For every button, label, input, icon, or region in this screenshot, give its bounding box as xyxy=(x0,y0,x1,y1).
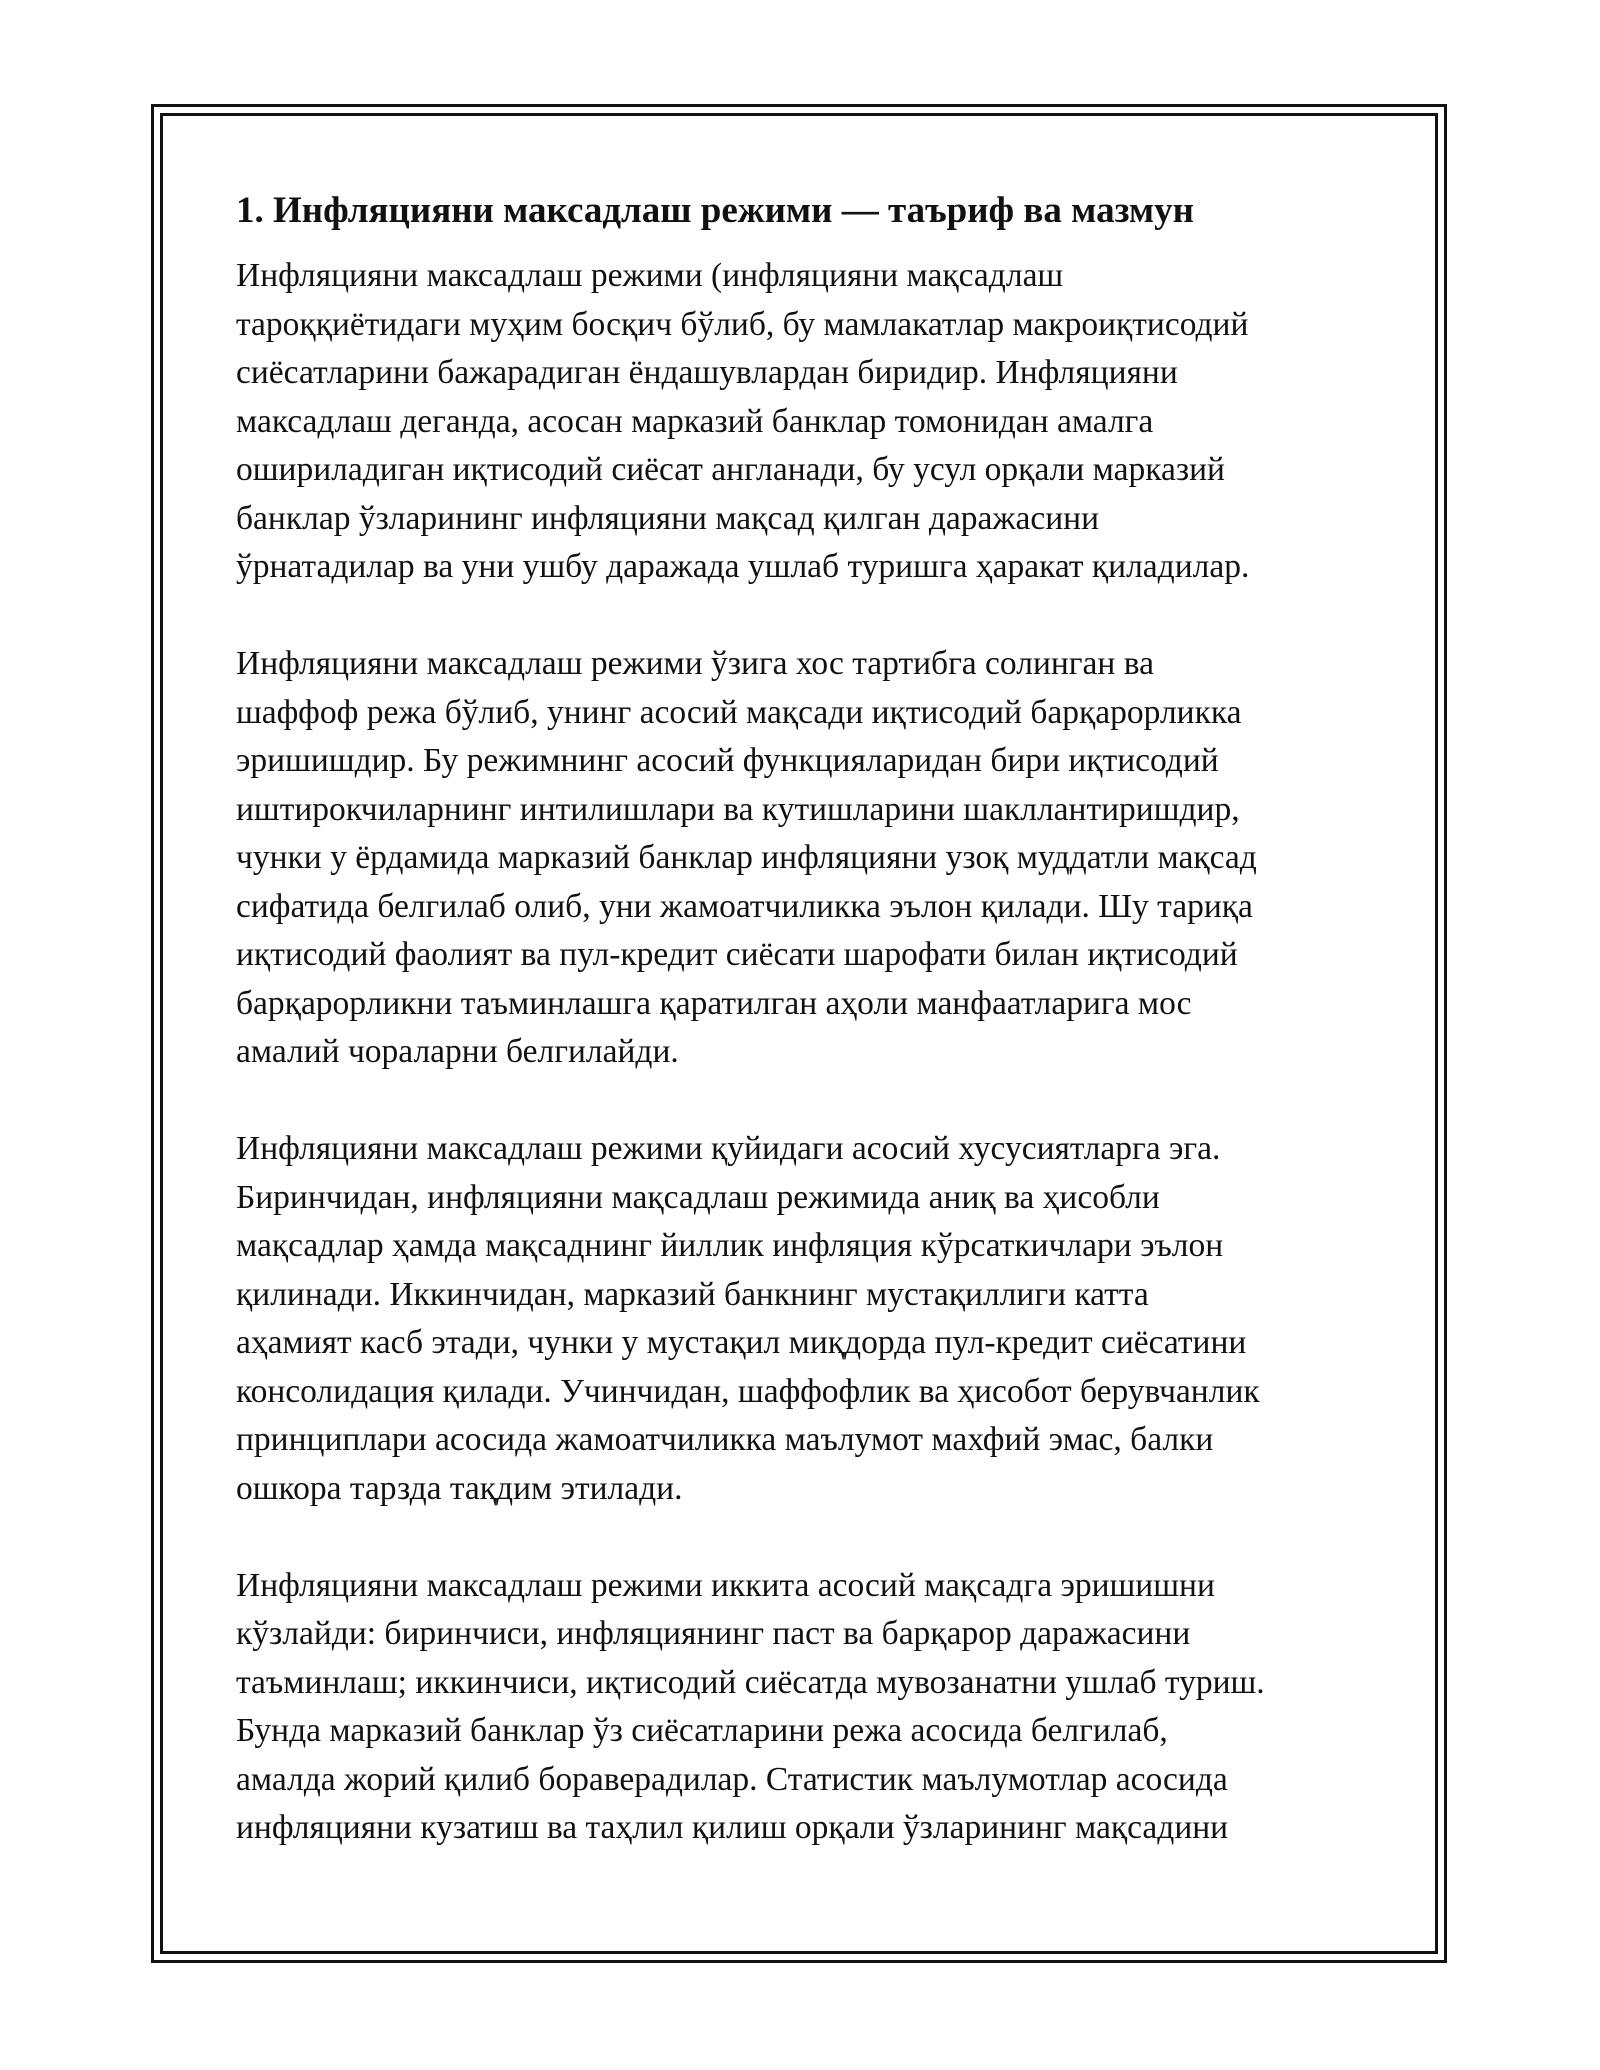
text-line: таъминлаш; иккинчиси, иқтисодий сиёсатда мувозанатни ушлаб туриш. xyxy=(236,1663,1265,1701)
body-paragraph xyxy=(236,252,1386,592)
document-body xyxy=(236,186,1386,1901)
section-heading: 1. Инфляцияни максадлаш режими — таъриф ва мазмун xyxy=(236,190,1194,231)
text-line: кўзлайди: биринчиси, инфляциянинг паст ва барқарор даражасини xyxy=(236,1615,1191,1652)
text-line: чунки у ёрдамида марказий банклар инфляцияни узоқ муддатли мақсад xyxy=(236,839,1257,876)
text-line: эришишдир. Бу режимнинг асосий функцияларидан бири иқтисодий xyxy=(236,742,1219,779)
text-line: Инфляцияни максадлаш режими қуйидаги асосий хусусиятларга эга. xyxy=(236,1130,1221,1167)
text-line: тароққиётидаги муҳим босқич бўлиб, бу мамлакатлар макроиқтисодий xyxy=(236,305,1249,343)
body-paragraph xyxy=(236,1562,1386,1853)
text-line: ошириладиган иқтисодий сиёсат англанади, бу усул орқали марказий xyxy=(236,451,1225,488)
text-line: банклар ўзларининг инфляцияни мақсад қилган даражасини xyxy=(236,499,1100,537)
text-line: инфляцияни кузатиш ва таҳлил қилиш орқали ўзларининг мақсадини xyxy=(236,1809,1229,1846)
text-line: шаффоф режа бўлиб, унинг асосий мақсади иқтисодий барқарорликка xyxy=(236,693,1242,731)
text-line: амалий чораларни белгилайди. xyxy=(236,1033,679,1070)
text-line: иқтисодий фаолият ва пул-кредит сиёсати шарофати билан иқтисодий xyxy=(236,936,1238,973)
text-line: иштирокчиларнинг интилишлари ва кутишларини шакллантиришдир, xyxy=(236,790,1240,828)
text-line: ўрнатадилар ва уни ушбу даражада ушлаб туришга ҳаракат қиладилар. xyxy=(236,548,1250,585)
text-line: мақсадлар ҳамда мақсаднинг йиллик инфляция кўрсаткичлари эълон xyxy=(236,1227,1224,1264)
text-line: Инфляцияни максадлаш режими иккита асосий мақсадга эришишни xyxy=(236,1566,1215,1604)
paragraphs-container xyxy=(236,252,1386,1853)
text-line: принциплари асосида жамоатчиликка маълумот махфий эмас, балки xyxy=(236,1421,1214,1458)
text-line: қилинади. Иккинчидан, марказий банкнинг мустақиллиги катта xyxy=(236,1275,1149,1313)
text-line: максадлаш деганда, асосан марказий банклар томонидан амалга xyxy=(236,402,1154,440)
body-paragraph xyxy=(236,1125,1386,1513)
text-line: амалда жорий қилиб бораверадилар. Статистик маълумотлар асосида xyxy=(236,1760,1228,1798)
text-line: ошкора тарзда тақдим этилади. xyxy=(236,1469,683,1507)
text-line: барқарорликни таъминлашга қаратилган аҳоли манфаатларига мос xyxy=(236,984,1192,1022)
text-line: консолидация қилади. Учинчидан, шаффофлик ва ҳисобот берувчанлик xyxy=(236,1372,1260,1410)
text-line: Инфляцияни максадлаш режими ўзига хос тартибга солинган ва xyxy=(236,645,1154,682)
text-line: аҳамият касб этади, чунки у мустақил миқдорда пул-кредит сиёсатини xyxy=(236,1324,1247,1361)
text-line: Инфляцияни максадлаш режими (инфляцияни мақсадлаш xyxy=(236,257,1064,294)
text-line: сифатида белгилаб олиб, уни жамоатчиликка эълон қилади. Шу тариқа xyxy=(236,887,1253,925)
text-line: сиёсатларини бажарадиган ёндашувлардан биридир. Инфляцияни xyxy=(236,354,1178,391)
text-line: Биринчидан, инфляцияни мақсадлаш режимида аниқ ва ҳисобли xyxy=(236,1178,1160,1216)
body-paragraph xyxy=(236,640,1386,1077)
text-line: Бунда марказий банклар ўз сиёсатларини режа асосида белгилаб, xyxy=(236,1712,1168,1749)
